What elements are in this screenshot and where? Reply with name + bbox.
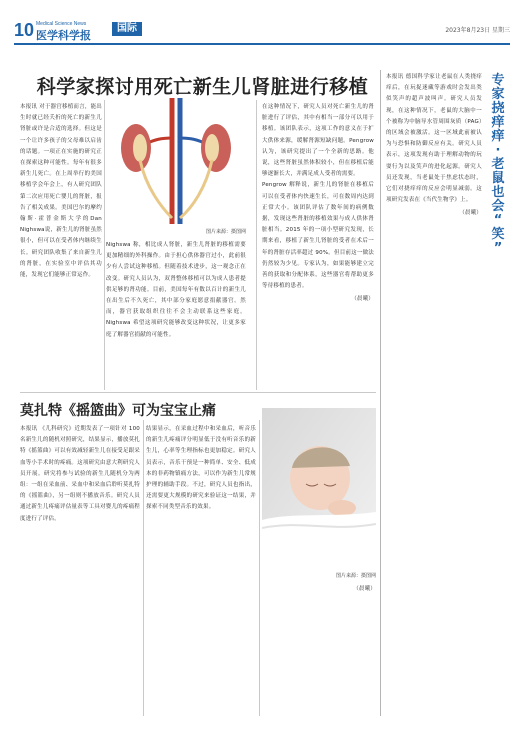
sidebar-title	[487, 74, 509, 256]
column-divider	[259, 420, 260, 716]
column-divider	[143, 420, 144, 716]
article-divider	[20, 392, 376, 393]
sidebar-title-char: “	[493, 213, 503, 228]
article2-column-2	[146, 424, 256, 716]
sidebar-title-char: 笑	[491, 227, 505, 242]
column-divider	[104, 100, 105, 390]
sleeping-baby-photo	[262, 408, 376, 570]
sidebar-title-char: 老	[491, 157, 505, 172]
sidebar-title-char: ”	[493, 241, 503, 256]
article1-source: （晨曦）	[351, 296, 374, 303]
article1-kidney-photo	[106, 98, 246, 224]
masthead-chinese: 医学科学报	[36, 29, 91, 42]
article2-column-1	[20, 424, 140, 716]
article2-photo-caption: 图片来源：摄图网	[335, 573, 376, 579]
page-number: 10	[14, 20, 35, 40]
sidebar-title-char: 也	[491, 185, 505, 200]
sidebar-title-char: 专	[491, 73, 505, 88]
sidebar-source: （晨曦）	[459, 210, 482, 217]
sidebar-title-char: ·	[495, 143, 501, 158]
article2-headline: 莫扎特《摇篮曲》可为宝宝止痛	[20, 403, 216, 419]
article2-col1-text: 本报讯 《儿科研究》近期发表了一项针对 100 名新生儿的随机对照研究，结果显示，播放莫扎特《摇篮曲》可以有效减轻新生儿在接受足跟采血等小手术时的疼痛。这项研究由意大利研究人员开展。研究将参与试验的新生儿随机分为两组：一组在采血前、采血中和采血后聆听莫扎特的《摇篮曲》，另一组则不播放音乐。研究人员通过新生儿疼痛评估量表等工具对婴儿的疼痛程度进行了评估。	[20, 426, 140, 522]
sidebar-title-char: 挠	[491, 101, 505, 116]
article1-column-1	[20, 102, 102, 390]
kidney-illustration	[106, 98, 246, 224]
article2-column-3	[262, 584, 376, 716]
sidebar-title-char: 痒	[491, 129, 505, 144]
article1-col2-text: Nighswa 称，相比成人肾脏，新生儿肾脏的移植需要更加精细的外科操作。由于担心供体器官过小，此前很少有人尝试这种移植。但随着技术进步，这一观念正在改变。研究人员认为，双肾整体移植可以为成人患者提供足够的肾功能。目前，美国每年有数以百计的新生儿在出生后不久死亡，其中部分家庭愿意捐献器官。然而，器官获取组织往往不会主动联系这些家庭。Nighswa 希望这项研究能够改变这种状况，让更多家庭了解器官捐献的可能性。	[106, 242, 246, 338]
sidebar-body	[386, 72, 482, 712]
sidebar-title-char: 家	[491, 87, 505, 102]
article1-column-2	[106, 240, 246, 390]
article1-column-4	[262, 102, 374, 390]
sidebar-title-char: 会	[491, 199, 505, 214]
article1-col3-text: 在这种情况下，研究人员对死亡新生儿的肾脏进行了评估，其中有相当一部分可以用于移植。该团队表示，这项工作的意义在于扩大供体来源，缓解肾源短缺问题。Pengrow 认为，该研究提出了一个全新的思路。他说，这些肾脏虽然体积较小，但在移植后能够逐渐长大，并满足成人受者的需要。	[262, 104, 374, 178]
section-label: 国际	[112, 22, 142, 36]
article1-photo-caption: 图片来源：摄图网	[205, 229, 246, 235]
article1-headline: 科学家探讨用死亡新生儿肾脏进行移植	[36, 76, 369, 98]
masthead-english: Medical Science News	[36, 21, 87, 27]
sidebar-text: 本报讯 德国科学家让老鼠在人类挠痒痒后，在玩捉迷藏等游戏时会发出类似笑声的超声波叫声。研究人员发现，在这种情况下，老鼠的大脑中一个被称为中脑导水管周围灰质（PAG）的区域会被激活。这一区域此前被认为与恐惧和防御反应有关。研究人员表示，这项发现有助于理解动物的玩耍行为以及笑声的进化起源。研究人员还发现，当老鼠处于焦虑状态时，它们对挠痒痒的反应会明显减弱。这项研究发表在《当代生物学》上。	[386, 74, 482, 204]
issue-date: 2023年8月23日 星期三	[445, 27, 510, 34]
sidebar-divider	[380, 70, 381, 716]
page-header	[14, 20, 510, 40]
article2-col2-text: 结果显示，在采血过程中和采血后，听音乐的新生儿疼痛评分明显低于没有听音乐的新生儿，心率等生理指标也更加稳定。研究人员表示，音乐干预是一种简单、安全、低成本的非药物镇痛方法，可以作为新生儿常规护理的辅助手段。不过，研究人员也指出，还需要更大规模的研究来验证这一结果，并探索不同类型音乐的效果。	[146, 426, 256, 511]
article2-source: （晨曦）	[353, 586, 376, 592]
column-divider	[256, 100, 257, 390]
article2-baby-photo	[262, 408, 376, 570]
sidebar-title-char: 痒	[491, 115, 505, 130]
header-rule	[14, 43, 510, 45]
article1-col1-text: 本报讯 对于器官移植而言，能出生时就已经夭折的死亡的新生儿肾脏或许是合适的选择。但这是一个让许多孩子的父母难以启齿的话题。一项正在实施的研究正在探索这种可能性。每年有很多新生儿死亡。在上周举行的美国移植学会年会上，有人研究团队第二次应用死亡婴儿的肾脏，报告了相关成果。美国巴尔的摩约翰斯·霍普金斯大学的Dan Nighswa说，新生儿的肾脏虽然很小，但可以在受者体内继续生长。研究团队收集了来自新生儿的肾脏，在实验室中评估其功能，发现它们能够正常运作。	[20, 104, 102, 279]
sidebar-title-char: 鼠	[491, 171, 505, 186]
article1-col4-text: Pengrow 解释说，新生儿的肾脏在移植后可以在受者体内快速生长，可在数周内达到正常大小。该团队评估了数年间的病例数据，发现这些肾脏的移植效果与成人供体肾脏相当。2015 年的一项小型研究发现，长期来看，移植了新生儿肾脏的受者在术后一年的肾脏存活率超过 90%。但目前这一做法仍然较为少见。专家认为，如果能够建立完善的获取和分配体系，这些器官将帮助更多等待移植的患者。	[262, 182, 374, 290]
